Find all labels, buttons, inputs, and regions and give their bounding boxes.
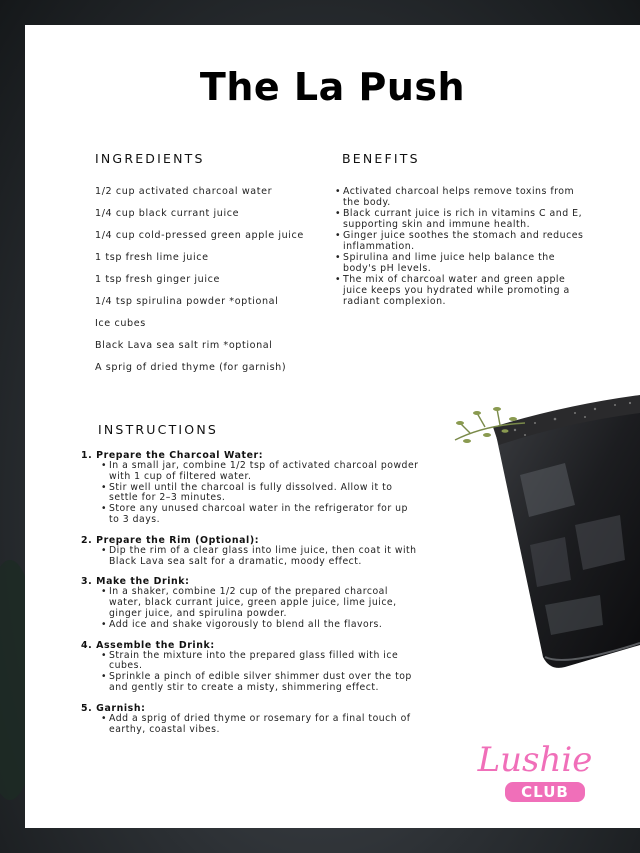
ingredient-item: 1 tsp fresh lime juice bbox=[95, 252, 209, 263]
benefit-item: • The mix of charcoal water and green apple juice keeps you hydrated while promoting a radiant complexion. bbox=[335, 274, 585, 307]
step-bullet: • Store any unused charcoal water in the refrigerator for up to 3 days. bbox=[81, 504, 421, 526]
logo-club-text: CLUB bbox=[505, 782, 585, 802]
ingredient-item: 1/4 cup cold-pressed green apple juice bbox=[95, 230, 304, 241]
step-title: 1. Prepare the Charcoal Water: bbox=[81, 450, 264, 461]
ingredient-item: Ice cubes bbox=[95, 318, 146, 329]
ingredient-item: 1 tsp fresh ginger juice bbox=[95, 274, 221, 285]
step-bullet: • Stir well until the charcoal is fully dissolved. Allow it to settle for 2–3 minutes. bbox=[81, 483, 421, 505]
step-title: 4. Assemble the Drink: bbox=[81, 639, 215, 651]
ingredient-item: 1/4 tsp spirulina powder *optional bbox=[95, 296, 279, 307]
step-bullet: • Dip the rim of a clear glass into lime juice, then coat it with Black Lava sea salt for a dramatic, moody effect. bbox=[81, 546, 421, 568]
ingredient-item: Black Lava sea salt rim *optional bbox=[95, 340, 273, 351]
instruction-step bbox=[81, 703, 421, 736]
page-title: The La Push bbox=[199, 65, 466, 109]
benefit-item: • Activated charcoal helps remove toxins from the body. bbox=[335, 186, 585, 208]
step-bullet: • In a shaker, combine 1/2 cup of the prepared charcoal water, black currant juice, green apple juice, lime juice, ginger juice, and spirulina powder. bbox=[81, 587, 421, 619]
step-bullet: • Add a sprig of dried thyme or rosemary for a final touch of earthy, coastal vibes. bbox=[81, 714, 421, 736]
benefit-item: • Spirulina and lime juice help balance the body's pH levels. bbox=[335, 252, 585, 274]
instruction-step bbox=[81, 535, 421, 568]
step-title: 3. Make the Drink: bbox=[81, 576, 190, 588]
benefit-item: • Black currant juice is rich in vitamins C and E, supporting skin and immune health. bbox=[335, 208, 585, 230]
ingredients-list bbox=[95, 185, 345, 383]
benefits-heading: BENEFITS bbox=[342, 151, 420, 166]
ingredient-item: A sprig of dried thyme (for garnish) bbox=[95, 362, 287, 373]
step-bullet: • In a small jar, combine 1/2 tsp of activated charcoal powder with 1 cup of filtered water. bbox=[81, 461, 421, 483]
step-bullet: • Sprinkle a pinch of edible silver shimmer dust over the top and gently stir to create a misty, shimmering effect. bbox=[81, 672, 421, 694]
benefit-item: • Ginger juice soothes the stomach and reduces inflammation. bbox=[335, 230, 585, 252]
logo-script-text: Lushie bbox=[477, 740, 593, 780]
step-title: 2. Prepare the Rim (Optional): bbox=[81, 534, 260, 546]
benefits-list bbox=[335, 186, 585, 307]
instruction-step bbox=[81, 576, 421, 630]
recipe-card bbox=[25, 25, 640, 828]
instructions-heading: INSTRUCTIONS bbox=[98, 422, 219, 437]
ingredients-heading: INGREDIENTS bbox=[95, 151, 205, 166]
step-bullet: • Strain the mixture into the prepared glass filled with ice cubes. bbox=[81, 651, 421, 673]
ingredient-item: 1/2 cup activated charcoal water bbox=[95, 186, 273, 197]
ingredient-item: 1/4 cup black currant juice bbox=[95, 208, 240, 219]
step-title: 5. Garnish: bbox=[81, 702, 146, 714]
step-bullet: • Add ice and shake vigorously to blend all the flavors. bbox=[81, 620, 421, 631]
brand-logo bbox=[475, 740, 595, 820]
instruction-step bbox=[81, 450, 421, 526]
cocktail-glass-image bbox=[425, 375, 640, 675]
instruction-step bbox=[81, 640, 421, 694]
instructions-list bbox=[81, 450, 421, 744]
